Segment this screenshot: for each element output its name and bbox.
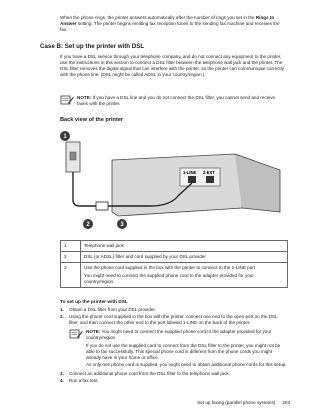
table-cell-num: 3 [61, 263, 81, 288]
page-footer [190, 400, 290, 406]
step-item [60, 314, 288, 326]
step-text: Connect an additional phone cord from the DSL filter to the telephone wall jack. [69, 371, 230, 376]
intro-text-1: When the phone rings, the printer answers automatically after the number of rings you set in the [60, 15, 255, 20]
table-row [61, 252, 288, 263]
page-number: 203 [282, 400, 290, 405]
step-item [60, 307, 288, 313]
intro-paragraph [60, 15, 285, 33]
note-text: If you have a DSL line and you do not connect the DSL filter, you cannot send and receive faxes with the printer. [77, 95, 276, 106]
callout-3 [117, 219, 127, 229]
step-number: 1. [60, 307, 64, 312]
table-cell-num: 2 [61, 252, 81, 263]
wall-cord [73, 172, 98, 206]
table-cell-text [81, 263, 288, 288]
table-row [61, 263, 288, 288]
note-paragraph: If you do not use the supplied cord to connect from the DSL filter to the printer, you might not be able to fax successfully. This special phone cord is different from the phone cords you might already have in your home or office. [86, 342, 281, 360]
callout-table [60, 240, 288, 288]
port-2-ext-label: 2-EXT [203, 170, 215, 175]
port-1-line-label: 1-LINE [183, 170, 197, 175]
step-number: 2. [60, 314, 64, 319]
step-number: 3. [60, 371, 64, 376]
step-item [60, 371, 288, 377]
note-adapter [69, 329, 288, 368]
note-icon [60, 95, 74, 105]
table-cell-text: DSL (or ADSL) filter and cord supplied by your DSL provider [81, 252, 288, 263]
svg-text:3: 3 [120, 222, 124, 228]
printer-back-diagram [60, 130, 288, 234]
table-cell-line: Use the phone cord supplied in the box with the printer to connect to the 1-LINE port [84, 265, 256, 270]
svg-text:1: 1 [63, 134, 67, 140]
steps-list [60, 307, 288, 385]
dsl-filter [96, 202, 108, 210]
figure-title: Back view of the printer [60, 117, 124, 123]
table-cell-text: Telephone wall jack [81, 241, 288, 252]
steps-heading: To set up the printer with DSL [60, 300, 128, 305]
step-item [60, 378, 288, 384]
callout-2 [83, 219, 93, 229]
case-heading: Case B: Set up the printer with DSL [40, 43, 145, 50]
rings-to-answer-term: Rings to Answer [60, 15, 275, 26]
svg-text:2: 2 [86, 222, 90, 228]
table-cell-num: 1 [61, 241, 81, 252]
note-paragraph: As only one phone cord is supplied, you might need to obtain additional phone cords for this setup. [86, 362, 287, 367]
note-text: You might need to connect the supplied phone cord to the adapter provided for your country/region. [86, 329, 272, 340]
wall-jack [66, 142, 80, 172]
table-row [61, 241, 288, 252]
note-label: NOTE: [77, 95, 92, 100]
step-text: Obtain a DSL filter from your DSL provider. [69, 307, 156, 312]
note-dsl-filter [60, 95, 286, 107]
footer-section: Set up faxing (parallel phone systems) [197, 400, 276, 405]
note-label: NOTE: [86, 329, 101, 334]
step-text: Run a fax test. [69, 378, 99, 383]
table-cell-line: You might need to connect the supplied phone cord to the adapter provided for your country/region. [84, 273, 254, 284]
note-icon [69, 329, 83, 339]
case-body: If you have a DSL service through your telephone company, and do not connect any equipment to the printer, use the instructions in this section to connect a DSL filter between the telephone wall jack and the printer. The DSL filter removes the digital signal that can interfere with the printer, so the printer can communicate correctly with the phone line. (DSL might be called ADSL in your country/region.) [60, 54, 285, 77]
callout-1 [60, 131, 70, 141]
step-text: Using the phone cord supplied in the box with the printer, connect one end to the open port on the DSL filter, and then connect the other end to the port labeled 1-LINE on the back of the printer. [69, 314, 278, 325]
step-number: 4. [60, 378, 64, 383]
intro-text-2: setting. The printer begins emitting fax reception tones to the sending fax machine and receives the fax. [60, 21, 280, 32]
